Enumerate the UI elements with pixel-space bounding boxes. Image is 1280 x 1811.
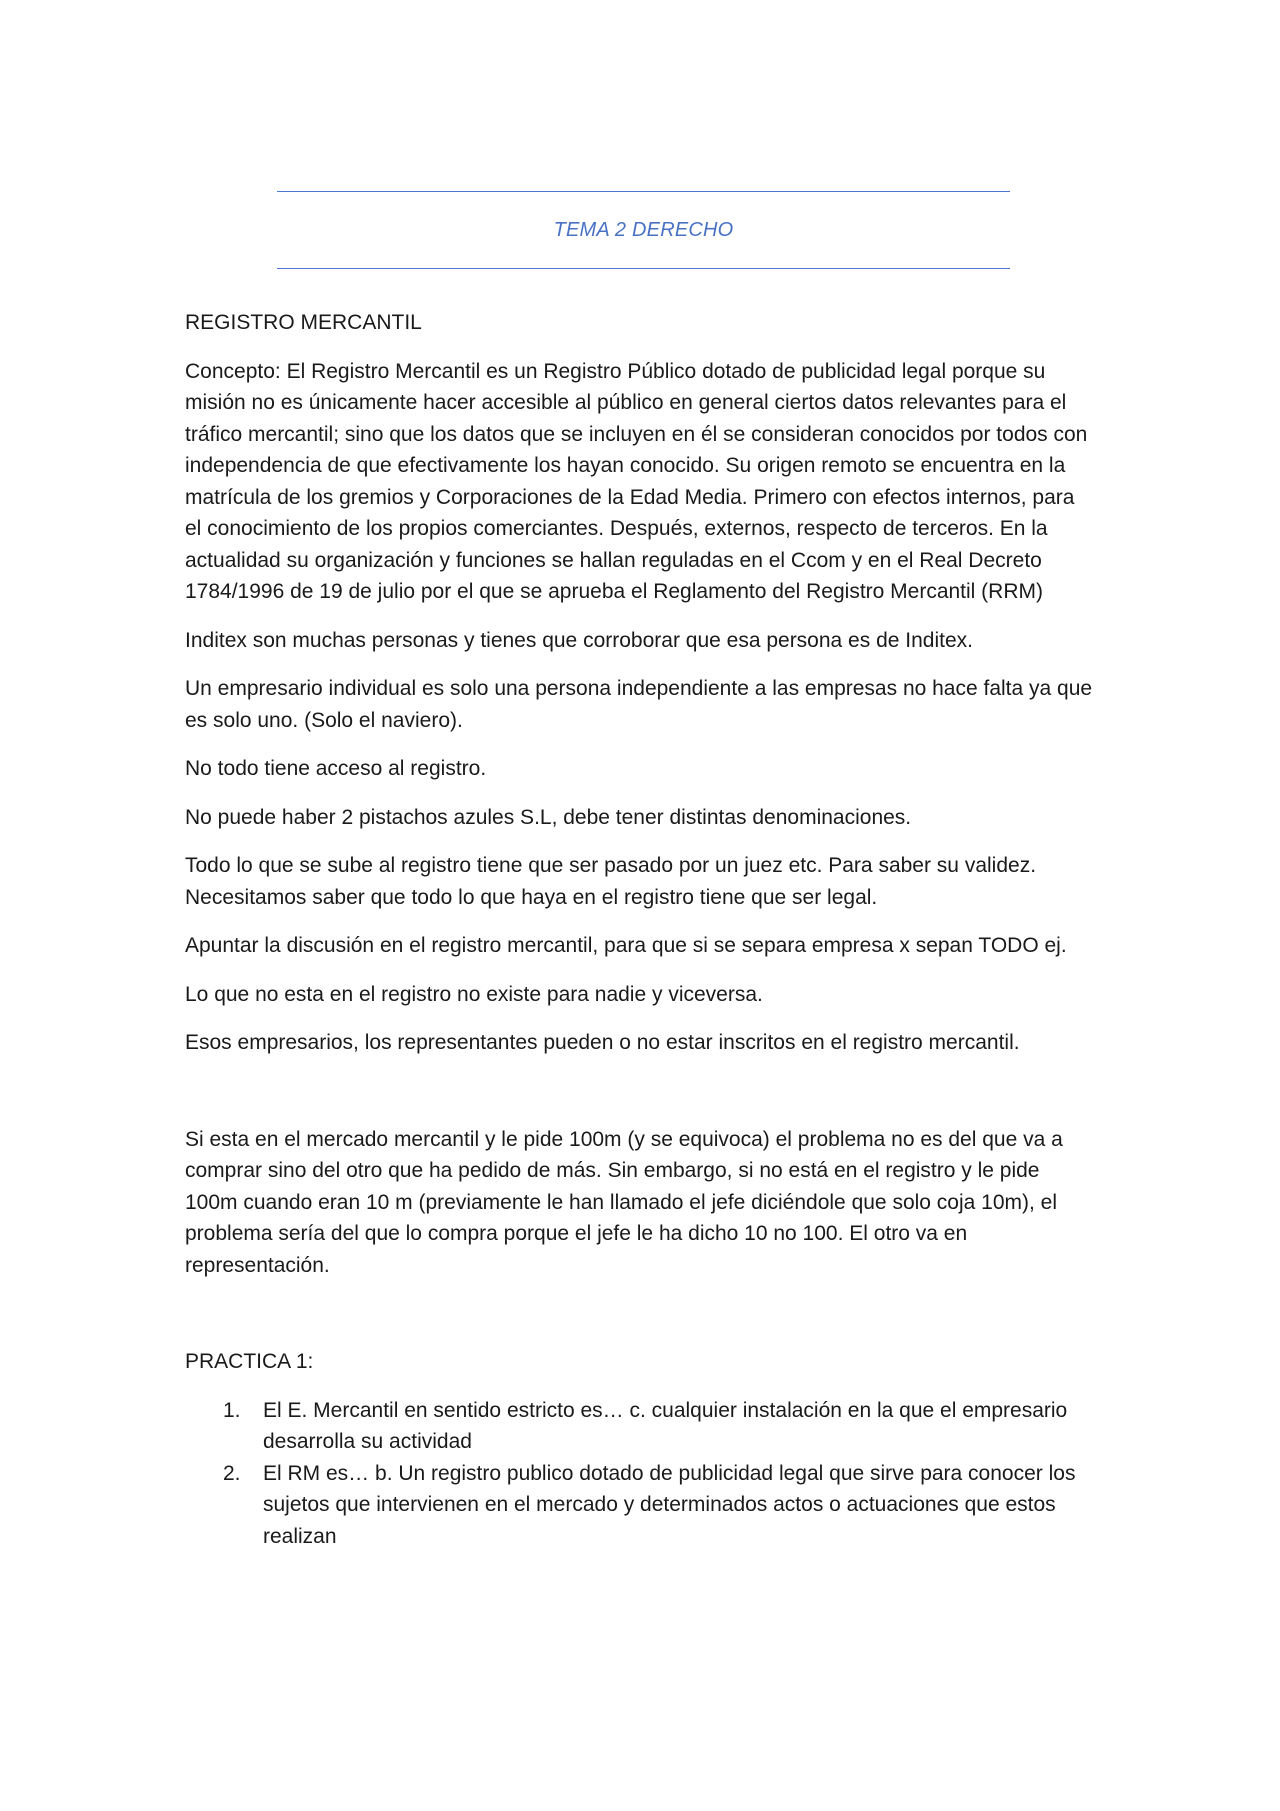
- list-item-text: El RM es… b. Un registro publico dotado de publicidad legal que sirve para conocer los sujetos que intervienen en el mercado y determinados actos o actuaciones que estos realizan: [263, 1461, 1076, 1548]
- paragraph: Esos empresarios, los representantes pueden o no estar inscritos en el registro mercantil.: [185, 1031, 1020, 1054]
- example-paragraph: Si esta en el mercado mercantil y le pide 100m (y se equivoca) el problema no es del que va a comprar sino del otro que ha pedido de más. Sin embargo, si no está en el registro y le pide 100m cuando eran 10 m (previamente le han llamado el jefe diciéndole que solo coja 10m), el problema sería del que lo compra porque el jefe le ha dicho 10 no 100. El otro va en representación.: [185, 1127, 1063, 1277]
- blank-line: [185, 1076, 1095, 1124]
- paragraph-concepto: Concepto: El Registro Mercantil es un Registro Público dotado de publicidad legal porque su misión no es únicamente hacer accesible al público en general ciertos datos relevantes para el tráfico mercantil; sino que los datos que se incluyen en él se consideran conocidos por todos con independencia de que efectivamente los hayan conocido. Su origen remoto se encuentra en la matrícula de los gremios y Corporaciones de la Edad Media. Primero con efectos internos, para el conocimiento de los propios comerciantes. Después, externos, respecto de terceros. En la actualidad su organización y funciones se hallan reguladas en el Ccom y en el Real Decreto 1784/1996 de 19 de julio por el que se aprueba el Reglamento del Registro Mercantil (RRM): [185, 359, 1088, 603]
- list-item-number: 1.: [223, 1398, 241, 1422]
- paragraph: Apuntar la discusión en el registro mercantil, para que si se separa empresa x sepan TODO ej.: [185, 934, 1067, 957]
- list-item-number: 2.: [223, 1461, 241, 1485]
- section-heading: REGISTRO MERCANTIL: [185, 311, 422, 334]
- document-title: TEMA 2 DERECHO: [553, 218, 734, 241]
- paragraph: No todo tiene acceso al registro.: [185, 757, 487, 780]
- list-item: [185, 1395, 1095, 1458]
- document-body: [185, 307, 1095, 1552]
- blank-line: [185, 1298, 1095, 1346]
- title-block: [277, 191, 1010, 269]
- list-item: [185, 1458, 1095, 1553]
- paragraph: Todo lo que se sube al registro tiene que ser pasado por un juez etc. Para saber su validez. Necesitamos saber que todo lo que haya en el registro tiene que ser legal.: [185, 854, 1037, 909]
- paragraph: Lo que no esta en el registro no existe para nadie y viceversa.: [185, 982, 763, 1006]
- paragraph: No puede haber 2 pistachos azules S.L, debe tener distintas denominaciones.: [185, 805, 912, 829]
- practice-list: [185, 1395, 1095, 1553]
- practice-heading: PRACTICA 1:: [185, 1350, 314, 1373]
- paragraph: Un empresario individual es solo una persona independiente a las empresas no hace falta ya que es solo uno. (Solo el naviero).: [185, 677, 1093, 732]
- paragraph: Inditex son muchas personas y tienes que corroborar que esa persona es de Inditex.: [185, 628, 973, 652]
- list-item-text: El E. Mercantil en sentido estricto es… c. cualquier instalación en la que el empresario desarrolla su actividad: [263, 1398, 1068, 1453]
